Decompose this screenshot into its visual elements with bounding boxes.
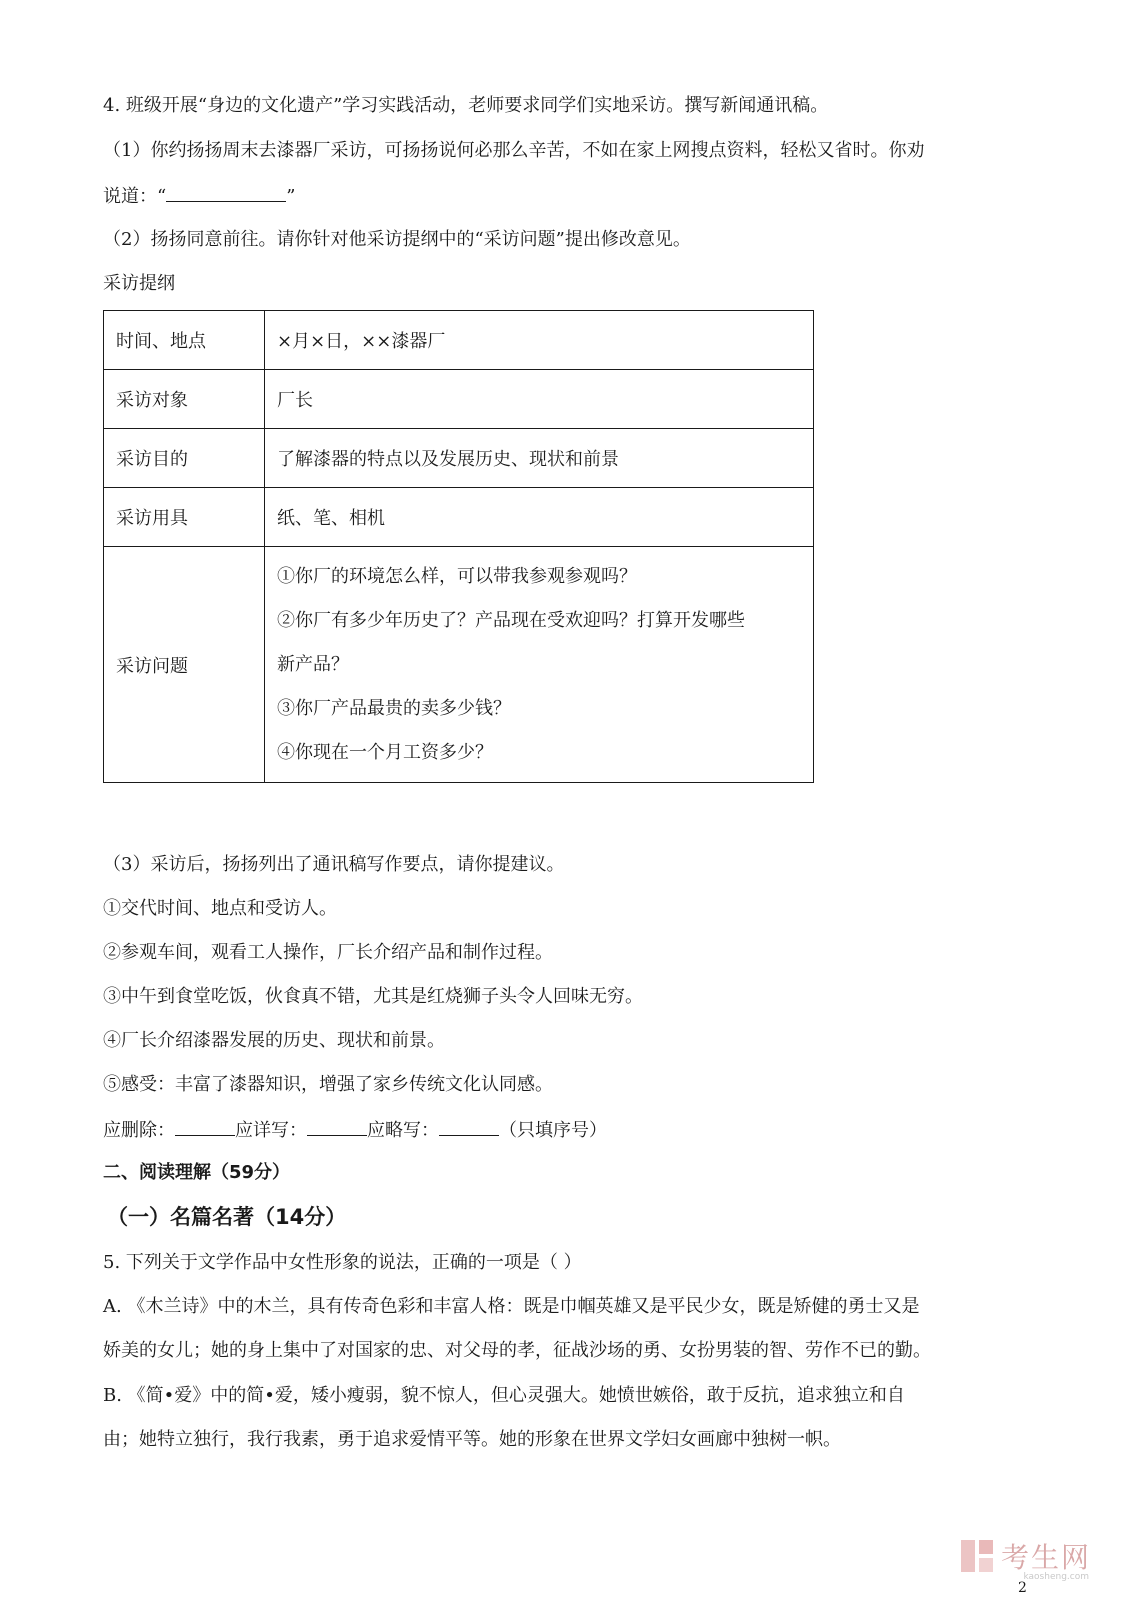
interview-outline-table	[103, 310, 814, 783]
q4-part1-line1: （1）你约扬扬周末去漆器厂采访，可扬扬说何必那么辛苦，不如在家上网搜点资料，轻松又省时。你劝	[103, 140, 925, 161]
writing-point: ④厂长介绍漆器发展的历史、现状和前景。	[103, 1030, 445, 1051]
table-key: 采访目的	[104, 429, 265, 488]
answer-blank-delete	[175, 1117, 235, 1136]
q4-part3: （3）采访后，扬扬列出了通讯稿写作要点，请你提建议。	[103, 854, 565, 875]
subsection-heading: （一）名篇名著（14分）	[107, 1205, 347, 1229]
q4-part1-line2	[103, 183, 295, 209]
writing-point: ⑤感受：丰富了漆器知识，增强了家乡传统文化认同感。	[103, 1074, 553, 1095]
watermark-url: kaosheng.com	[1023, 1572, 1089, 1582]
interview-question: ③你厂产品最贵的卖多少钱？	[277, 697, 511, 719]
answer-blank-1	[166, 183, 286, 202]
logo-icon	[959, 1538, 995, 1574]
table-value: 纸、笔、相机	[265, 488, 814, 547]
q4-part1-suffix: ”	[286, 186, 296, 207]
table-key: 采访问题	[104, 547, 265, 783]
option-b-line2: 由；她特立独行，我行我素，勇于追求爱情平等。她的形象在世界文学妇女画廊中独树一帜。	[103, 1429, 841, 1450]
option-b-line1: B. 《简•爱》中的简•爱，矮小瘦弱，貌不惊人，但心灵强大。她愤世嫉俗，敢于反抗，追求独立和自	[103, 1385, 905, 1406]
watermark-logo	[959, 1536, 1091, 1576]
answer-blank-detail	[307, 1117, 367, 1136]
fill-brief-label: 应略写：	[367, 1120, 439, 1141]
writing-point: ①交代时间、地点和受访人。	[103, 898, 337, 919]
section-heading: 二、阅读理解（59分）	[103, 1162, 291, 1183]
interview-question: ①你厂的环境怎么样，可以带我参观参观吗？	[277, 565, 637, 587]
table-value: 了解漆器的特点以及发展历史、现状和前景	[265, 429, 814, 488]
table-row-questions	[104, 547, 814, 783]
table-value: 厂长	[265, 370, 814, 429]
table-key: 采访用具	[104, 488, 265, 547]
watermark-text: 考生网	[1000, 1541, 1091, 1574]
table-row	[104, 370, 814, 429]
table-row	[104, 429, 814, 488]
option-a-line1: A. 《木兰诗》中的木兰，具有传奇色彩和丰富人格：既是巾帼英雄又是平民少女，既是矫健的勇士又是	[103, 1296, 920, 1317]
questions-cell	[265, 547, 814, 783]
writing-point: ②参观车间，观看工人操作，厂长介绍产品和制作过程。	[103, 942, 553, 963]
table-row	[104, 488, 814, 547]
table-value: ×月×日，××漆器厂	[265, 311, 814, 370]
interview-question: ②你厂有多少年历史了？产品现在受欢迎吗？打算开发哪些	[277, 609, 745, 631]
outline-label: 采访提纲	[103, 273, 175, 294]
page-number: 2	[1018, 1580, 1027, 1596]
table-key: 时间、地点	[104, 311, 265, 370]
option-a-line2: 娇美的女儿；她的身上集中了对国家的忠、对父母的孝，征战沙场的勇、女扮男装的智、劳作不已的勤。	[103, 1340, 931, 1361]
fill-in-line	[103, 1117, 607, 1143]
interview-question: ④你现在一个月工资多少？	[277, 741, 493, 763]
fill-delete-label: 应删除：	[103, 1120, 175, 1141]
table-row	[104, 311, 814, 370]
interview-question: 新产品？	[277, 653, 349, 675]
answer-blank-brief	[439, 1117, 499, 1136]
writing-point: ③中午到食堂吃饭，伙食真不错，尤其是红烧狮子头令人回味无穷。	[103, 986, 643, 1007]
table-key: 采访对象	[104, 370, 265, 429]
q4-part2: （2）扬扬同意前往。请你针对他采访提纲中的“采访问题”提出修改意见。	[103, 229, 691, 250]
fill-detail-label: 应详写：	[235, 1120, 307, 1141]
fill-note: （只填序号）	[499, 1120, 607, 1141]
q5-stem: 5. 下列关于文学作品中女性形象的说法，正确的一项是（ ）	[103, 1252, 582, 1273]
q4-title: 4. 班级开展“身边的文化遗产”学习实践活动，老师要求同学们实地采访。撰写新闻通讯稿。	[103, 95, 829, 116]
q4-part1-prefix: 说道：“	[103, 186, 167, 207]
